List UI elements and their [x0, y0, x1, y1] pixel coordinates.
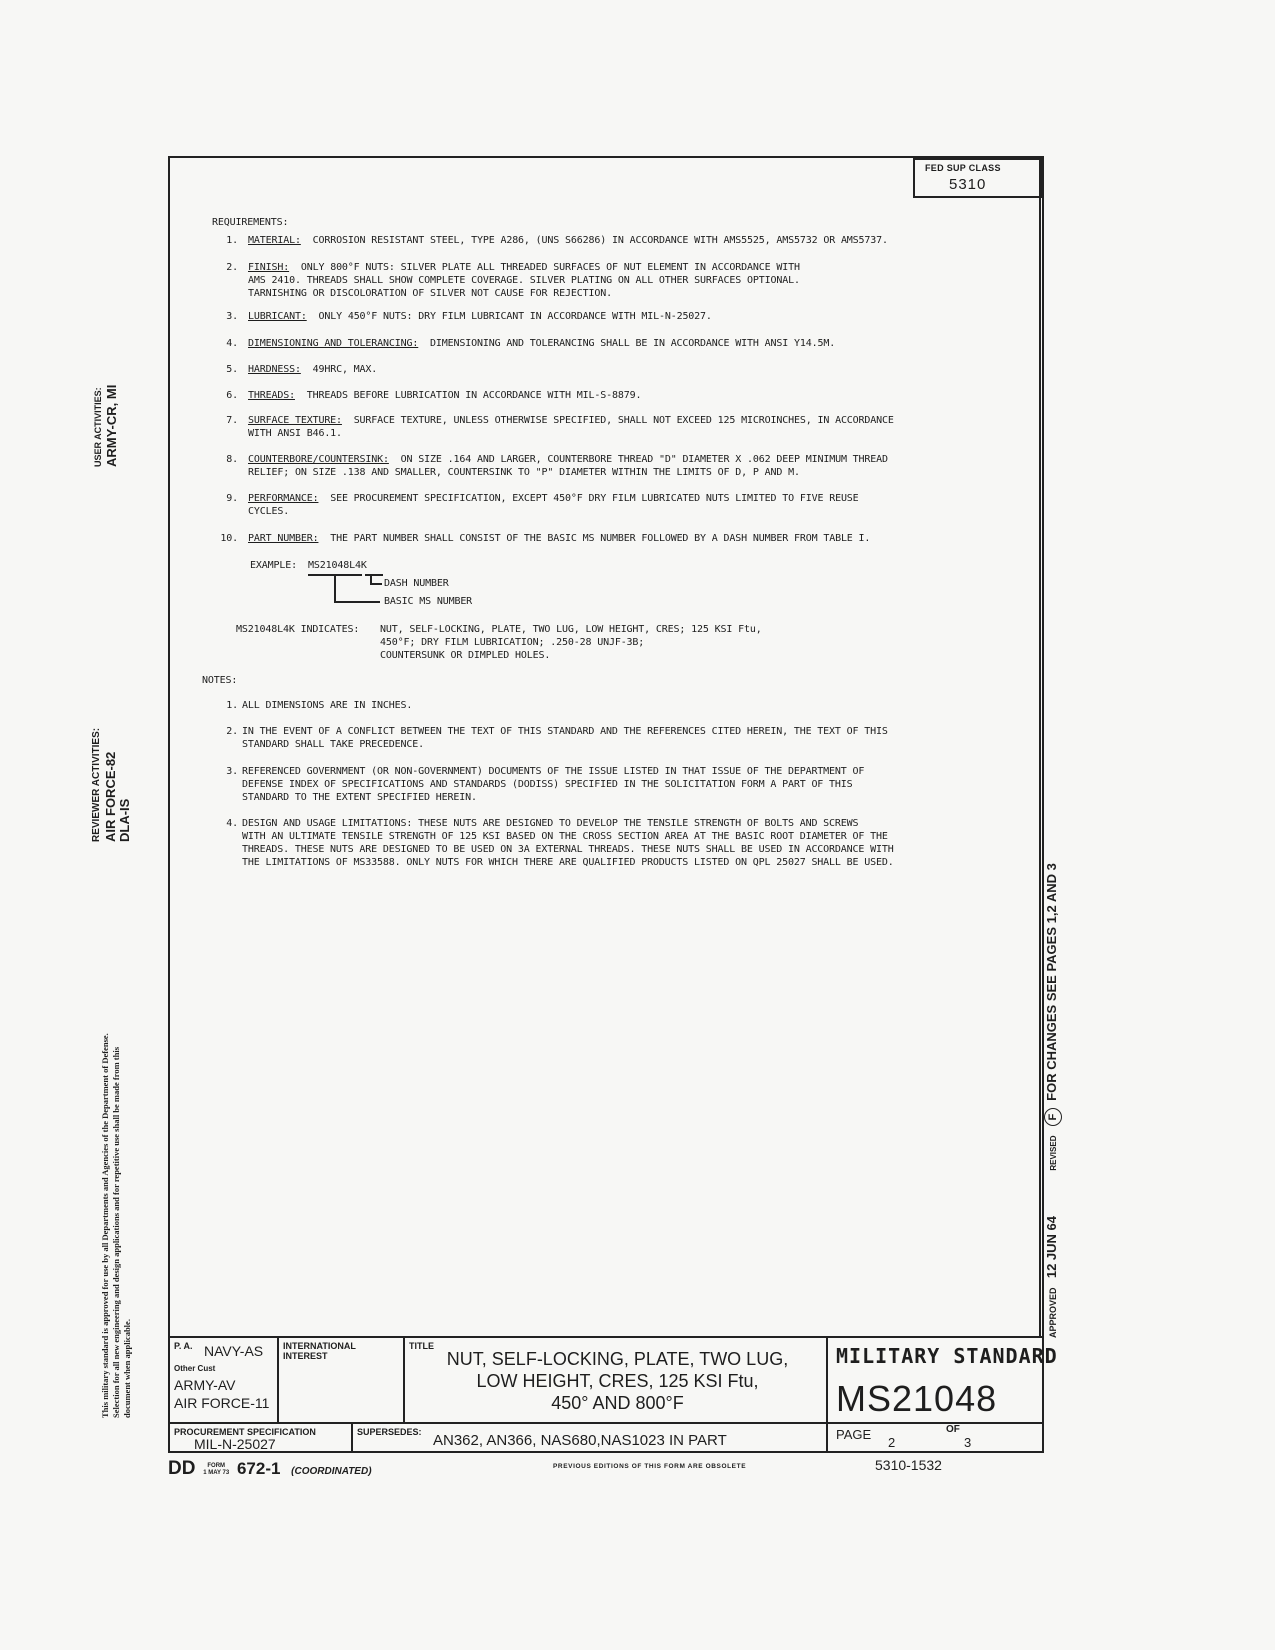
reviewer-line-2: DLA-IS — [117, 798, 132, 842]
requirement-line: WITH ANSI B46.1. — [248, 428, 342, 439]
page-label: PAGE — [836, 1427, 872, 1442]
requirement-title: HARDNESS: — [248, 364, 301, 375]
requirement-title: COUNTERBORE/COUNTERSINK: — [248, 454, 389, 465]
requirement-title: LUBRICANT: — [248, 311, 307, 322]
note-line: IN THE EVENT OF A CONFLICT BETWEEN THE TEXT OF THIS STANDARD AND THE REFERENCES CITED HEREIN, THE TEXT OF THIS — [242, 726, 888, 737]
requirement-text — [248, 234, 998, 247]
form-number: 672-1 — [236, 1459, 281, 1478]
previous-editions-note: PREVIOUS EDITIONS OF THIS FORM ARE OBSOLETE — [553, 1463, 747, 1470]
requirement-number: 5. — [226, 364, 238, 375]
indicates-line: NUT, SELF-LOCKING, PLATE, TWO LUG, LOW HEIGHT, CRES; 125 KSI Ftu, — [380, 624, 762, 635]
supersedes-cell — [351, 1422, 828, 1453]
international-interest-label: INTERNATIONAL INTEREST — [283, 1341, 356, 1361]
title-line: NUT, SELF-LOCKING, PLATE, TWO LUG, — [446, 1349, 789, 1369]
requirement-line: CYCLES. — [248, 506, 290, 517]
requirements-heading: REQUIREMENTS: — [212, 217, 289, 228]
requirement-line: TARNISHING OR DISCOLORATION OF SILVER NOT CAUSE FOR REJECTION. — [248, 288, 612, 299]
requirement-number: 8. — [226, 454, 238, 465]
military-standard-cell — [826, 1336, 1058, 1424]
indicates-label: MS21048L4K INDICATES: — [236, 624, 360, 635]
reviewer-line-1: AIR FORCE-82 — [103, 751, 118, 842]
requirement-text — [248, 389, 998, 402]
page-number: 2 — [888, 1435, 896, 1450]
reviewer-activities-label: REVIEWER ACTIVITIES: — [91, 727, 102, 842]
requirement-number: 2. — [226, 262, 238, 273]
note-number: 1. — [226, 700, 238, 711]
note-number: 3. — [226, 766, 238, 777]
note-line: ALL DIMENSIONS ARE IN INCHES. — [242, 700, 413, 711]
requirement-title: PERFORMANCE: — [248, 493, 319, 504]
requirement-text — [248, 532, 998, 545]
revision-letter: F — [1044, 1108, 1062, 1126]
note-number: 2. — [226, 726, 238, 737]
approved-label: APPROVED — [1048, 1287, 1058, 1338]
stock-number: 5310-1532 — [875, 1457, 942, 1473]
note-line: DEFENSE INDEX OF SPECIFICATIONS AND STANDARDS (DODISS) SPECIFIED IN THE SOLICITATION FORM A PART OF THIS — [242, 779, 853, 790]
changes-note: FOR CHANGES SEE PAGES 1,2 AND 3 — [1044, 863, 1059, 1101]
dash-number-bracket — [365, 574, 383, 576]
example-label: EXAMPLE: — [250, 560, 297, 571]
note-line: DESIGN AND USAGE LIMITATIONS: THESE NUTS ARE DESIGNED TO DEVELOP THE TENSILE STRENGTH OF BOLTS AND SCREWS — [242, 818, 859, 829]
requirement-title: SURFACE TEXTURE: — [248, 415, 342, 426]
approval-line-3: document when applicable. — [122, 1319, 132, 1418]
procurement-spec-cell — [168, 1422, 353, 1453]
total-pages: 3 — [964, 1435, 972, 1450]
page-cell — [826, 1422, 1044, 1453]
title-cell — [403, 1336, 828, 1424]
indicates-line: 450°F; DRY FILM LUBRICATION; .250-28 UNJF-3B; — [380, 637, 645, 648]
note-text — [242, 699, 992, 712]
requirement-line: RELIEF; ON SIZE .138 AND SMALLER, COUNTERSINK TO "P" DIAMETER WITHIN THE LIMITS OF D, P AND M. — [248, 467, 800, 478]
example-part-number: MS21048L4K — [308, 560, 367, 571]
note-number: 4. — [226, 818, 238, 829]
note-text — [242, 765, 1012, 804]
of-label: OF — [946, 1424, 960, 1435]
other-cust-1: ARMY-AV — [174, 1377, 236, 1393]
other-cust-2: AIR FORCE-11 — [174, 1395, 270, 1411]
requirement-number: 1. — [226, 235, 238, 246]
fed-sup-class-value: 5310 — [949, 176, 987, 193]
approval-line-2: Selection for all new engineering and design applications and for repetitive use shall be made from this — [111, 1046, 121, 1418]
requirement-text — [248, 310, 998, 323]
requirement-title: DIMENSIONING AND TOLERANCING: — [248, 338, 419, 349]
requirement-line: ONLY 450°F NUTS: DRY FILM LUBRICANT IN ACCORDANCE WITH MIL-N-25027. — [318, 311, 712, 322]
form-date: 1 MAY 73 — [203, 1469, 230, 1476]
requirement-text — [248, 363, 998, 376]
requirement-text — [248, 337, 998, 350]
requirement-number: 9. — [226, 493, 238, 504]
international-interest-cell — [277, 1336, 405, 1424]
approved-date: 12 JUN 64 — [1044, 1215, 1059, 1279]
requirement-number: 10. — [220, 533, 238, 544]
title-label: TITLE — [409, 1341, 434, 1351]
requirement-number: 7. — [226, 415, 238, 426]
requirement-line: THE PART NUMBER SHALL CONSIST OF THE BASIC MS NUMBER FOLLOWED BY A DASH NUMBER FROM TABLE I. — [330, 533, 871, 544]
approval-line-1: This military standard is approved for use by all Departments and Agencies of the Department of Defense. — [100, 1033, 110, 1418]
requirement-text — [248, 261, 998, 300]
requirement-title: PART NUMBER: — [248, 533, 319, 544]
user-activities-label: USER ACTIVITIES: — [93, 387, 103, 467]
approval-statement — [100, 1033, 133, 1418]
requirement-line: SEE PROCUREMENT SPECIFICATION, EXCEPT 450°F DRY FILM LUBRICATED NUTS LIMITED TO FIVE REUSE — [330, 493, 859, 504]
form-small — [203, 1463, 229, 1477]
requirement-line: ONLY 800°F NUTS: SILVER PLATE ALL THREADED SURFACES OF NUT ELEMENT IN ACCORDANCE WITH — [300, 262, 800, 273]
dash-number-leader — [370, 583, 382, 585]
fed-sup-class-box — [913, 158, 1043, 198]
ms-number: MS21048 — [836, 1378, 998, 1419]
other-cust-label: Other Cust — [174, 1364, 216, 1373]
note-line: STANDARD SHALL TAKE PRECEDENCE. — [242, 739, 424, 750]
revised-label: REVISED — [1049, 1135, 1058, 1171]
form-id — [168, 1458, 372, 1480]
document-title — [405, 1348, 830, 1414]
page-frame — [168, 156, 1044, 1453]
indicates-line: COUNTERSUNK OR DIMPLED HOLES. — [380, 650, 551, 661]
reviewer-activities — [90, 728, 132, 842]
requirement-number: 3. — [226, 311, 238, 322]
requirement-line: ON SIZE .164 AND LARGER, COUNTERBORE THREAD "D" DIAMETER X .062 DEEP MINIMUM THREAD — [400, 454, 888, 465]
requirement-line: SURFACE TEXTURE, UNLESS OTHERWISE SPECIFIED, SHALL NOT EXCEED 125 MICROINCHES, IN ACCORDANCE — [353, 415, 894, 426]
requirement-text — [248, 453, 998, 479]
dash-number-label: DASH NUMBER — [384, 578, 449, 589]
requirement-line: AMS 2410. THREADS SHALL SHOW COMPLETE COVERAGE. SILVER PLATING ON ALL OTHER SURFACES OPTIONAL. — [248, 275, 800, 286]
revision-strip — [1042, 735, 1064, 1338]
requirement-text — [248, 414, 998, 440]
procurement-spec-label: PROCUREMENT SPECIFICATION — [174, 1427, 316, 1437]
dd-label: DD — [168, 1458, 196, 1479]
note-line: REFERENCED GOVERNMENT (OR NON-GOVERNMENT) DOCUMENTS OF THE ISSUE LISTED IN THAT ISSUE OF THE DEPARTMENT OF — [242, 766, 865, 777]
requirement-title: THREADS: — [248, 390, 295, 401]
note-line: STANDARD TO THE EXTENT SPECIFIED HEREIN. — [242, 792, 477, 803]
fed-sup-class-label: FED SUP CLASS — [925, 163, 1001, 173]
note-text — [242, 725, 1012, 751]
requirement-title: FINISH: — [248, 262, 290, 273]
pa-value: NAVY-AS — [204, 1343, 264, 1359]
requirement-text — [248, 492, 998, 518]
user-activities-value: ARMY-CR, MI — [104, 384, 119, 467]
indicates-text — [380, 623, 980, 662]
procurement-spec-value: MIL-N-25027 — [194, 1436, 276, 1452]
military-standard-label: MILITARY STANDARD — [836, 1344, 1058, 1368]
basic-ms-number-label: BASIC MS NUMBER — [384, 596, 473, 607]
note-text — [242, 817, 1022, 869]
requirement-line: 49HRC, MAX. — [312, 364, 378, 375]
requirement-number: 4. — [226, 338, 238, 349]
user-activities — [92, 385, 118, 467]
basic-number-leader-vertical — [334, 574, 336, 602]
supersedes-label: SUPERSEDES: — [357, 1427, 422, 1437]
requirement-number: 6. — [226, 390, 238, 401]
form-label: FORM — [207, 1462, 226, 1469]
requirement-line: CORROSION RESISTANT STEEL, TYPE A286, (UNS S66286) IN ACCORDANCE WITH AMS5525, AMS5732 OR AMS5737. — [312, 235, 888, 246]
requirement-title: MATERIAL: — [248, 235, 301, 246]
pa-cell — [168, 1336, 279, 1424]
requirement-line: THREADS BEFORE LUBRICATION IN ACCORDANCE WITH MIL-S-8879. — [306, 390, 642, 401]
frame-inner-right-rule — [1039, 156, 1041, 1338]
title-line: LOW HEIGHT, CRES, 125 KSI Ftu, — [476, 1371, 759, 1391]
coordinated-label: (COORDINATED) — [291, 1466, 372, 1477]
supersedes-value: AN362, AN366, NAS680,NAS1023 IN PART — [433, 1432, 727, 1449]
requirement-line: DIMENSIONING AND TOLERANCING SHALL BE IN ACCORDANCE WITH ANSI Y14.5M. — [430, 338, 836, 349]
title-line: 450° AND 800°F — [551, 1393, 684, 1413]
notes-heading: NOTES: — [202, 675, 238, 686]
note-line: THREADS. THESE NUTS ARE DESIGNED TO BE USED ON 3A EXTERNAL THREADS. THESE NUTS SHALL BE USED IN ACCORDANCE WITH — [242, 844, 894, 855]
pa-label: P. A. — [174, 1341, 193, 1351]
note-line: THE LIMITATIONS OF MS33588. ONLY NUTS FOR WHICH THERE ARE QUALIFIED PRODUCTS LISTED ON QPL 25027 SHALL BE USED. — [242, 857, 894, 868]
basic-number-leader — [334, 601, 380, 603]
revision-strip-text — [1042, 863, 1064, 1338]
note-line: WITH AN ULTIMATE TENSILE STRENGTH OF 125 KSI BASED ON THE CROSS SECTION AREA AT THE BASIC ROOT DIAMETER OF THE — [242, 831, 888, 842]
